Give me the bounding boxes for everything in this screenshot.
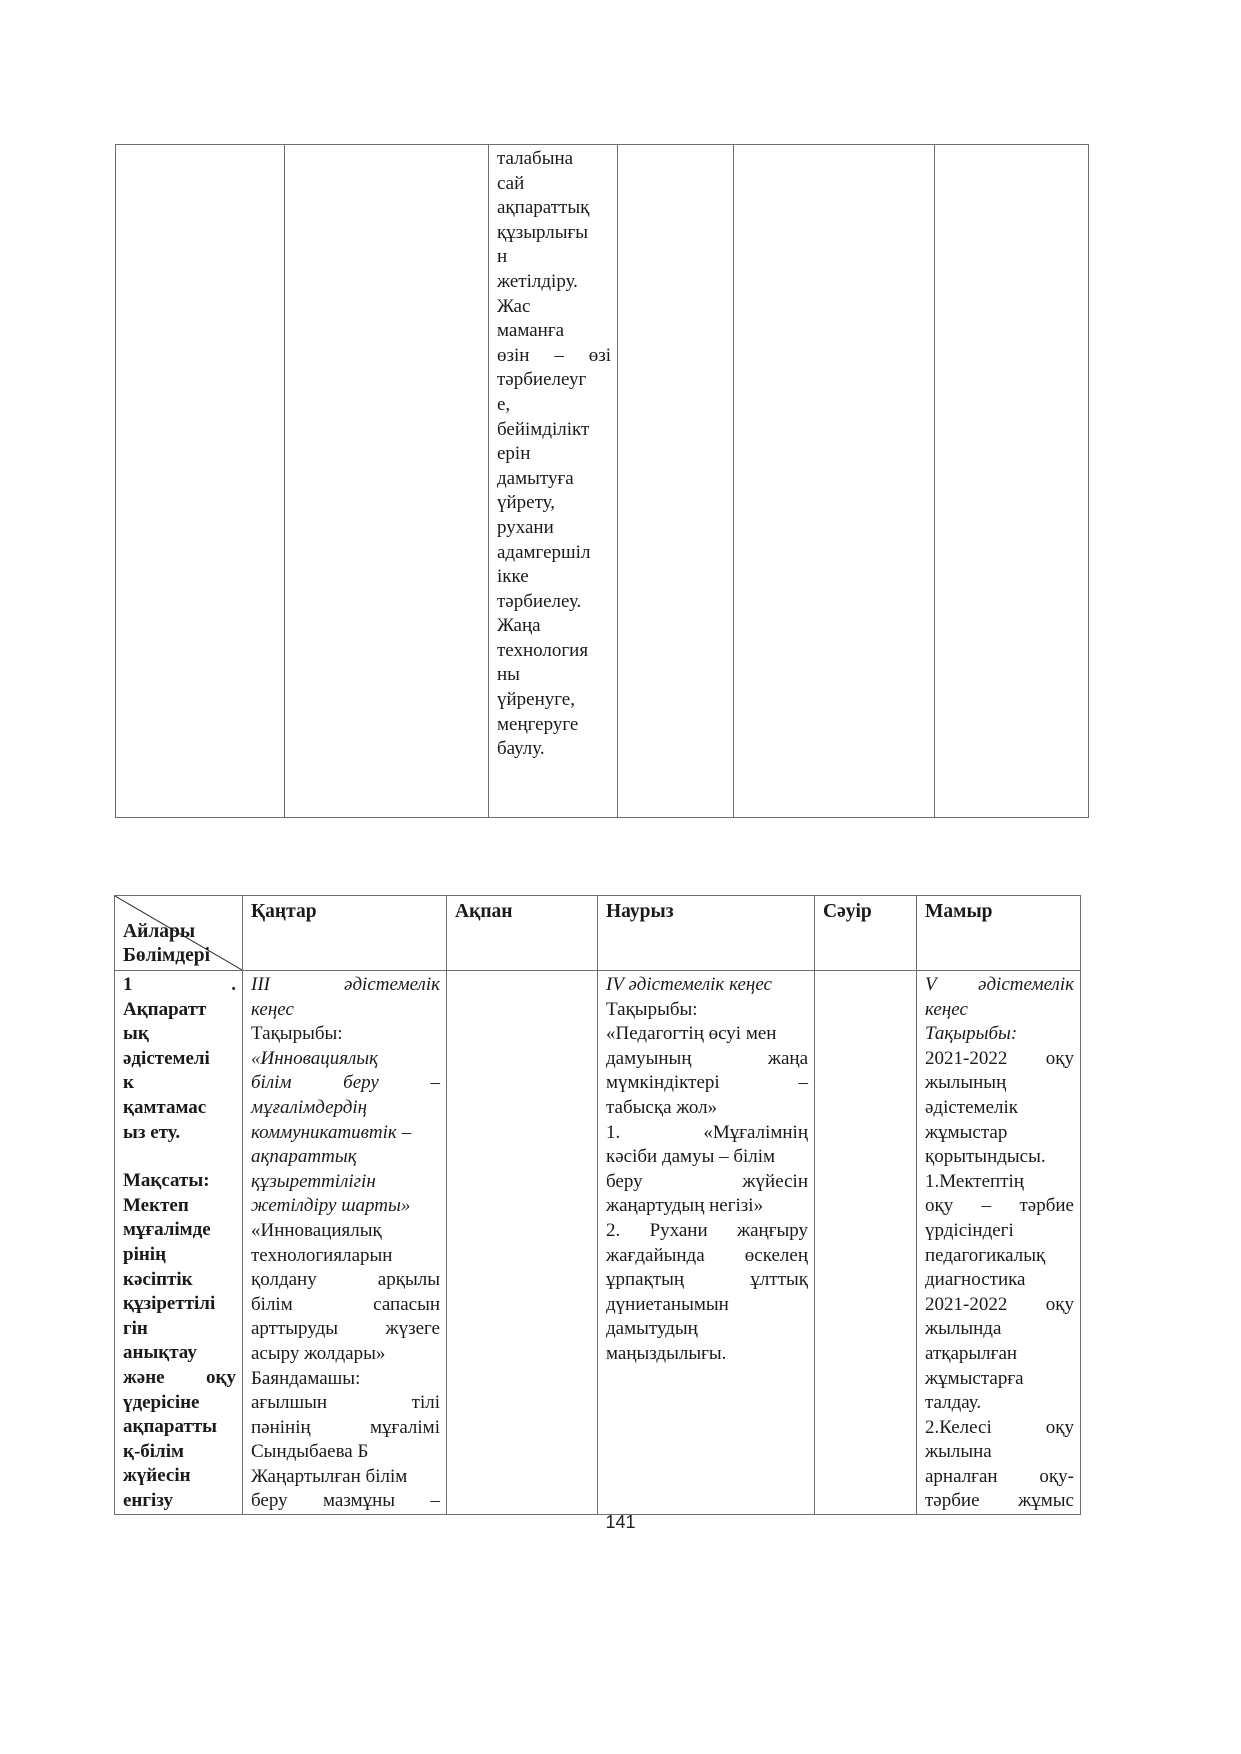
may-title-line: V әдістемелік (925, 974, 1074, 995)
march-body-line: кәсіби дамуы – білім (606, 1146, 776, 1168)
march-body-line: Тақырыбы: (606, 998, 698, 1020)
may-council-title (925, 973, 1074, 1047)
continuation-table (115, 144, 1089, 818)
table-row (116, 145, 1089, 818)
may-body-line: әдістемелік (925, 1096, 1018, 1118)
january-topic-line: жетілдіру шарты» (251, 1195, 411, 1217)
january-cell (243, 971, 447, 1515)
march-body-line: беру жүйесін (606, 1170, 808, 1192)
text-line: дамытуға (497, 467, 574, 489)
march-body-line: дүниетанымын (606, 1293, 729, 1315)
may-body-line: 2021-2022 оқу (925, 1047, 1074, 1069)
january-topic-line: «Инновациялық (251, 1047, 379, 1069)
may-cell (917, 971, 1081, 1515)
section-goal-line: ақпаратты (123, 1416, 217, 1438)
march-body (606, 998, 808, 1367)
january-topic-line: ақпараттық (251, 1146, 357, 1168)
may-body-line: қорытындысы. (925, 1146, 1046, 1168)
section-goal-line: үдерісіне (123, 1391, 200, 1413)
may-body-line: оқу – тәрбие (925, 1195, 1074, 1217)
may-body-line: жұмыстар (925, 1121, 1008, 1143)
section-goal-line: Мақсаты: (123, 1170, 210, 1192)
january-body-line: асыру жолдары» (251, 1342, 386, 1364)
text-line: жетілдіру. (497, 270, 578, 292)
section-goal-line: жүйесін (123, 1465, 191, 1487)
table-header-row (115, 896, 1081, 971)
section-goal-line: кәсіптік (123, 1268, 193, 1290)
text-line: н (497, 246, 508, 268)
header-march: Наурыз (598, 896, 815, 971)
page-number: 141 (605, 1512, 636, 1532)
may-title-line: Тақырыбы: (925, 1023, 1018, 1045)
february-cell (447, 971, 598, 1515)
march-body-line: ұрпақтың ұлттық (606, 1269, 808, 1291)
text-line: бейімділікт (497, 418, 590, 440)
text-line: тәрбиелеу. (497, 590, 582, 612)
may-body (925, 1047, 1074, 1514)
april-cell (815, 971, 917, 1515)
section-goal-line: анықтау (123, 1342, 197, 1364)
corner-label-sections: Бөлімдері (123, 945, 211, 966)
march-council-title: IV әдістемелік кеңес (606, 974, 772, 995)
may-body-line: атқарылған (925, 1342, 1018, 1364)
section-goal-line: және оқу (123, 1366, 236, 1388)
may-body-line: үрдісіндегі (925, 1219, 1014, 1241)
corner-header-cell (115, 896, 243, 971)
march-cell (598, 971, 815, 1515)
may-body-line: жылының (925, 1072, 1007, 1094)
text-line: ақпараттық (497, 197, 590, 219)
january-body-line: Сындыбаева Б (251, 1441, 369, 1463)
section-title-line: к (123, 1072, 134, 1094)
section-goal (123, 1169, 236, 1513)
section-title-line: Ақпаратт (123, 998, 207, 1020)
header-april: Сәуір (815, 896, 917, 971)
text-line: ны (497, 664, 520, 686)
march-body-line: жағдайында өскелең (606, 1244, 808, 1266)
table-cell-empty (935, 145, 1089, 818)
january-body-line: арттыруды жүзеге (251, 1318, 440, 1340)
section-goal-line: қ-білім (123, 1440, 184, 1462)
section-title-line: ыз ету. (123, 1121, 181, 1143)
march-body-line: 2. Рухани жаңғыру (606, 1219, 808, 1241)
january-title-line: ІІІ әдістемелік (251, 974, 440, 995)
text-line: меңгеруге (497, 713, 579, 735)
january-topic-line: мұғалімдердің (251, 1096, 368, 1118)
january-topic-label: Тақырыбы: (251, 1023, 343, 1045)
text-line: талабына (497, 148, 574, 169)
section-goal-line: Мектеп (123, 1194, 189, 1216)
section-title-line: қамтамас (123, 1096, 207, 1118)
text-line: сай (497, 172, 525, 194)
may-body-line: арналған оқу- (925, 1465, 1074, 1487)
january-body-line: технологияларын (251, 1244, 393, 1266)
march-body-line: жаңартудың негізі» (606, 1195, 764, 1217)
text-line: үйрету, (497, 492, 556, 514)
january-body (251, 1219, 440, 1514)
january-topic-line: коммуникативтік – (251, 1121, 412, 1143)
january-council-title (251, 973, 440, 1022)
january-topic-line: құзыреттілігін (251, 1170, 376, 1192)
text-line: Жас (497, 295, 531, 317)
table-cell-empty (618, 145, 734, 818)
january-body-line: пәнінің мұғалімі (251, 1416, 440, 1438)
march-body-line: «Педагогтің өсуі мен (606, 1023, 777, 1045)
section-title-line: ық (123, 1023, 149, 1045)
january-body-line: ағылшын тілі (251, 1392, 440, 1414)
text-line: баулу. (497, 738, 545, 760)
january-topic (251, 1047, 440, 1219)
header-february: Ақпан (447, 896, 598, 971)
may-title-line: кеңес (925, 998, 968, 1020)
section-goal-line: гін (123, 1317, 148, 1339)
january-topic-line: білім беру – (251, 1072, 440, 1094)
table-cell-empty (116, 145, 285, 818)
section-goal-line: құзіреттілі (123, 1293, 216, 1315)
section-cell (115, 971, 243, 1515)
text-line: маманға (497, 320, 565, 342)
table-cell-empty (285, 145, 489, 818)
section-goal-line: мұғалімде (123, 1219, 211, 1241)
text-line: е, (497, 393, 511, 415)
section-number: 1 . (123, 974, 236, 995)
may-body-line: 1.Мектептің (925, 1170, 1024, 1192)
table-row (115, 971, 1081, 1515)
text-line: технология (497, 639, 589, 661)
may-body-line: жылына (925, 1441, 992, 1463)
text-line: үйренуге, (497, 689, 575, 711)
january-body-line: Баяндамашы: (251, 1367, 361, 1389)
header-january: Қаңтар (243, 896, 447, 971)
text-line: құзырлығы (497, 221, 589, 243)
text-line: ікке (497, 566, 529, 588)
section-goal-line: рінің (123, 1243, 167, 1265)
corner-label-months: Айлары (123, 921, 196, 942)
text-line: Жаңа (497, 615, 541, 637)
text-line: тәрбиелеуг (497, 369, 587, 391)
may-body-line: тәрбие жұмыс (925, 1490, 1074, 1512)
january-body-line: беру мазмұны – (251, 1490, 440, 1512)
monthly-plan-table (114, 895, 1081, 1515)
may-body-line: талдау. (925, 1392, 982, 1414)
text-line: адамгершіл (497, 541, 591, 563)
section-goal-line: енгізу (123, 1489, 174, 1511)
may-body-line: педагогикалық (925, 1244, 1046, 1266)
section-title (123, 998, 236, 1146)
may-body-line: 2021-2022 оқу (925, 1293, 1074, 1315)
may-body-line: 2.Келесі оқу (925, 1416, 1074, 1438)
january-body-line: білім сапасын (251, 1293, 440, 1315)
may-body-line: жұмыстарға (925, 1367, 1024, 1389)
header-may: Мамыр (917, 896, 1081, 971)
march-body-line: дамуының жаңа (606, 1047, 808, 1069)
table-cell-empty (734, 145, 935, 818)
march-body-line: дамытудың (606, 1318, 698, 1340)
table-cell-objective-text (489, 145, 618, 818)
may-body-line: диагностика (925, 1269, 1026, 1291)
january-body-line: «Инновациялық (251, 1219, 382, 1241)
january-title-line: кеңес (251, 998, 294, 1020)
january-body-line: Жаңартылған білім (251, 1465, 408, 1487)
march-body-line: мүмкіндіктері – (606, 1072, 808, 1094)
text-line: ерін (497, 443, 531, 465)
text-line: рухани (497, 516, 554, 538)
may-body-line: жылында (925, 1318, 1002, 1340)
january-body-line: қолдану арқылы (251, 1269, 440, 1291)
march-body-line: 1. «Мұғалімнің (606, 1121, 808, 1143)
section-title-line: әдістемелі (123, 1047, 210, 1069)
text-line: өзін – өзі (497, 344, 611, 366)
march-body-line: маңыздылығы. (606, 1342, 727, 1364)
march-body-line: табысқа жол» (606, 1096, 718, 1118)
